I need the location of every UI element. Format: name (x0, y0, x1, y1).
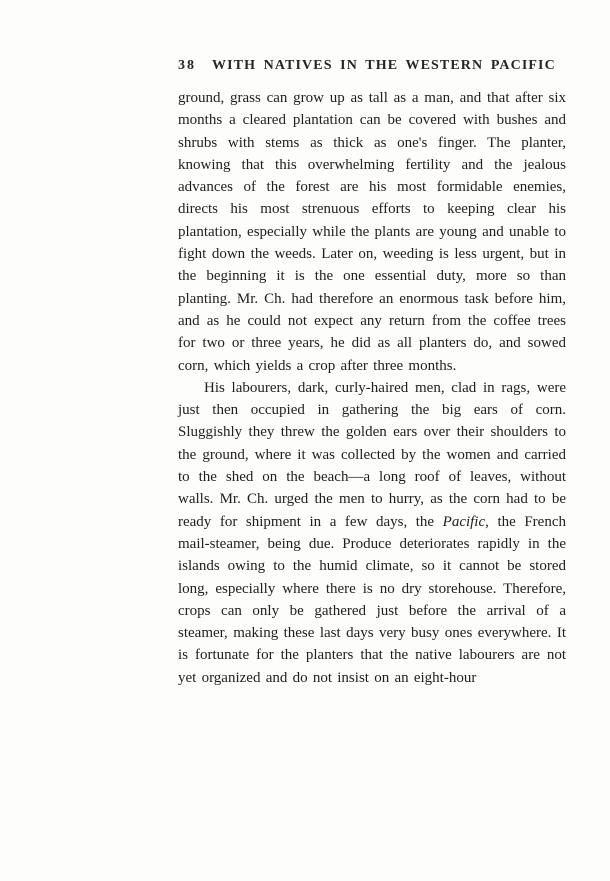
page-number: 38 (178, 58, 196, 73)
paragraph (178, 87, 566, 377)
italic-text: Pacific (442, 513, 486, 530)
text-segment: , the French mail-steamer, being due. Produce deteriorates rapidly in the islands owing to the humid climate, so it cannot be stored long, especially where there is no dry storehouse. Therefore, crops can only be gathered just before the arrival of a steamer, making these last days very busy ones everywhere. It is fortunate for the planters that the native labourers are not yet organized and do not insist on an eight-hour (178, 513, 566, 686)
paragraph (178, 377, 566, 689)
page-header (178, 58, 566, 74)
running-title: WITH NATIVES IN THE WESTERN PACIFIC (212, 58, 556, 73)
text-segment: ground, grass can grow up as tall as a man, and that after six months a cleared plantation can be covered with bushes and shrubs with stems as thick as one's finger. The planter, knowing that this overwhelming fertility and the jealous advances of the forest are his most formidable enemies, directs his most strenuous efforts to keeping clear his plantation, especially while the plants are young and unable to fight down the weeds. Later on, weeding is less urgent, but in the beginning it is the one essential duty, more so than planting. Mr. Ch. had therefore an enormous task before him, and as he could not expect any return from the coffee trees for two or three years, he did as all planters do, and sowed corn, which yields a crop after three months. (178, 90, 566, 374)
text-block (178, 58, 566, 689)
text-segment: His labourers, dark, curly-haired men, clad in rags, were just then occupied in gathering the big ears of corn. Sluggishly they threw the golden ears over their shoulders to the ground, where it was collected by the women and carried to the shed on the beach—a long roof of leaves, without walls. Mr. Ch. urged the men to hurry, as the corn had to be ready for shipment in a few days, the (178, 379, 566, 530)
body-text (178, 87, 566, 689)
